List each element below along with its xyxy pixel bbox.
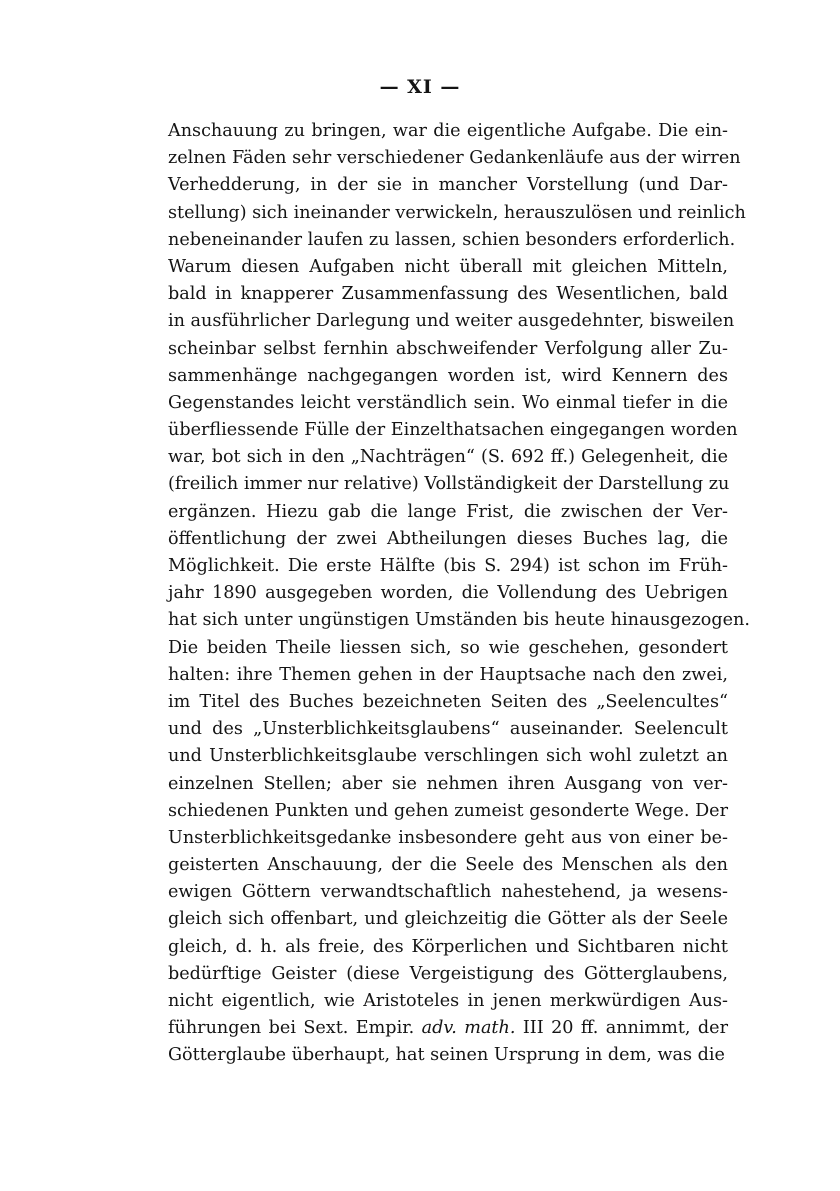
text-line: Die beiden Theile liessen sich, so wie geschehen, gesondert — [168, 637, 728, 658]
text-line: in ausführlicher Darlegung und weiter ausgedehnter, bisweilen — [168, 311, 735, 332]
text-line: bedürftige Geister (diese Vergeistigung des Götterglaubens, — [168, 963, 728, 984]
text-line: (freilich immer nur relative) Vollständigkeit der Darstellung zu — [168, 474, 730, 495]
text-segment: III 20 ff. annimmt, der — [515, 1018, 728, 1039]
text-line: halten: ihre Themen gehen in der Hauptsache nach den zwei, — [168, 664, 728, 685]
text-line: war, bot sich in den „Nachträgen“ (S. 692 ff.) Gelegenheit, die — [168, 447, 728, 468]
text-line: und Unsterblichkeitsglaube verschlingen sich wohl zuletzt an — [168, 746, 728, 767]
text-line: Götterglaube überhaupt, hat seinen Ursprung in dem, was die — [168, 1045, 725, 1066]
text-line: jahr 1890 ausgegeben worden, die Vollendung des Uebrigen — [168, 583, 728, 604]
text-line: zelnen Fäden sehr verschiedener Gedankenläufe aus der wirren — [168, 148, 741, 169]
text-line: schiedenen Punkten und gehen zumeist gesonderte Wege. Der — [168, 800, 728, 821]
page-header: — XI — — [379, 76, 461, 98]
text-line: scheinbar selbst fernhin abschweifender Verfolgung aller Zu- — [168, 338, 728, 359]
text-line: im Titel des Buches bezeichneten Seiten des „Seelencultes“ — [168, 691, 728, 712]
text-line: Gegenstandes leicht verständlich sein. Wo einmal tiefer in die — [168, 392, 728, 413]
body-text — [168, 118, 750, 1070]
text-line: gleich, d. h. als freie, des Körperlichen und Sichtbaren nicht — [168, 936, 728, 957]
text-line — [168, 1015, 728, 1042]
text-line: nicht eigentlich, wie Aristoteles in jenen merkwürdigen Aus- — [168, 991, 728, 1011]
text-line: Verhedderung, in der sie in mancher Vorstellung (und Dar- — [168, 175, 728, 196]
text-line: Warum diesen Aufgaben nicht überall mit gleichen Mitteln, — [168, 256, 728, 277]
text-line: nebeneinander laufen zu lassen, schien besonders erforderlich. — [168, 229, 736, 250]
text-line: ewigen Göttern verwandtschaftlich nahestehend, ja wesens- — [168, 882, 728, 903]
text-line: Anschauung zu bringen, war die eigentliche Aufgabe. Die ein- — [168, 121, 728, 141]
text-segment: führungen bei Sext. Empir. — [168, 1018, 422, 1039]
text-line: Unsterblichkeitsgedanke insbesondere geht aus von einer be- — [168, 827, 728, 848]
text-line: sammenhänge nachgegangen worden ist, wird Kennern des — [168, 365, 728, 386]
text-line: geisterten Anschauung, der die Seele des Menschen als den — [168, 855, 728, 876]
text-line: bald in knapperer Zusammenfassung des Wesentlichen, bald — [168, 284, 728, 305]
text-line: und des „Unsterblichkeitsglaubens“ auseinander. Seelencult — [168, 719, 728, 740]
text-line: hat sich unter ungünstigen Umständen bis heute hinausgezogen. — [168, 610, 750, 631]
text-line: Möglichkeit. Die erste Hälfte (bis S. 294) ist schon im Früh- — [168, 556, 728, 576]
text-line: gleich sich offenbart, und gleichzeitig die Götter als der Seele — [168, 909, 728, 930]
italic-citation: adv. math. — [421, 1018, 516, 1039]
text-line: stellung) sich ineinander verwickeln, herauszulösen und reinlich — [168, 202, 746, 223]
text-line: ergänzen. Hiezu gab die lange Frist, die zwischen der Ver- — [168, 501, 728, 522]
text-line: überfliessende Fülle der Einzelthatsachen eingegangen worden — [168, 420, 738, 441]
text-line: einzelnen Stellen; aber sie nehmen ihren Ausgang von ver- — [168, 773, 728, 794]
text-line: öffentlichung der zwei Abtheilungen dieses Buches lag, die — [168, 528, 728, 549]
